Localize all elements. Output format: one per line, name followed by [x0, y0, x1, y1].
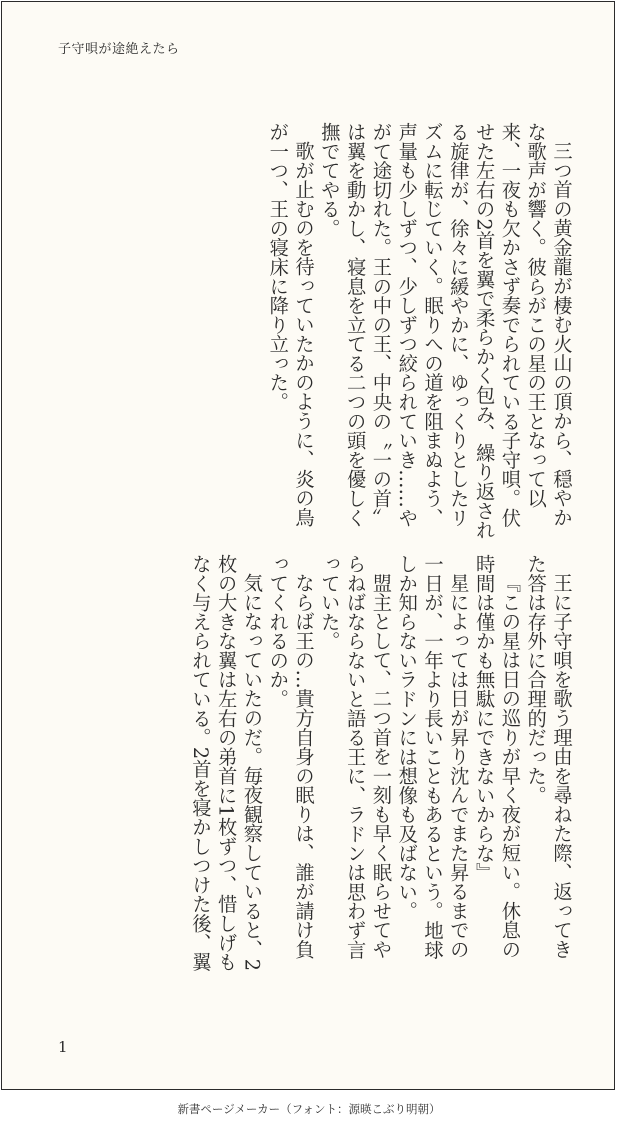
paragraph: 『この星は日の巡りが早く夜が短い。休息の時間は僅かも無駄にできないからな』	[472, 554, 522, 960]
page-number: 1	[58, 1038, 68, 1056]
paragraph: 王に子守唄を歌う理由を尋ねた際、返ってきた答は存外に合理的だった。	[524, 554, 573, 960]
text-block-bottom	[60, 554, 574, 974]
paragraph: 歌が止むのを待っていたかのように、炎の鳥が一つ、王の寝床に降り立った。	[266, 122, 316, 528]
paragraph: 気になっていたのだ。毎夜観察していると、2枚の大きな翼は左右の弟首に1枚ずつ、惜しげもなく与えられている。2首を寝かしつけた後、翼	[188, 554, 264, 972]
book-page	[1, 1, 615, 1090]
paragraph: 星によっては日が昇り沈んでまた昇るまでの一日が、一年より長いこともあるという。地球しか知らないラドンには想像も及ばない。	[395, 554, 470, 960]
paragraph: 三つ首の黄金龍が棲む火山の頂から、穏やかな歌声が響く。彼らがこの星の王となって以来、一夜も欠かさず奏でられている子守唄。伏せた左右の2首を翼で柔らかく包み、繰り返される旋律が、徐々に緩やかに、ゆっくりとしたリズムに転じていく。眠りへの道を阻まぬよう、声量も少しずつ、少しずつ絞られていき……やがて途切れた。王の中の王、中央の〝一の首〟は翼を動かし、寝息を立てる二つの頭を優しく撫でてやる。	[317, 122, 573, 540]
paragraph: 盟主として、二つ首を一刻も早く眠らせてやらねばならないと語る王に、ラドンは思わず言っていた。	[317, 554, 393, 960]
text-block-top	[60, 122, 574, 542]
footer-credit: 新書ページメーカー（フォント：源暎こぶり明朝）	[177, 1102, 441, 1116]
running-head: 子守唄が途絶えたら	[58, 42, 180, 57]
paragraph: ならば王の…貴方自身の眠りは、誰が請け負ってくれるのか。	[266, 554, 316, 960]
